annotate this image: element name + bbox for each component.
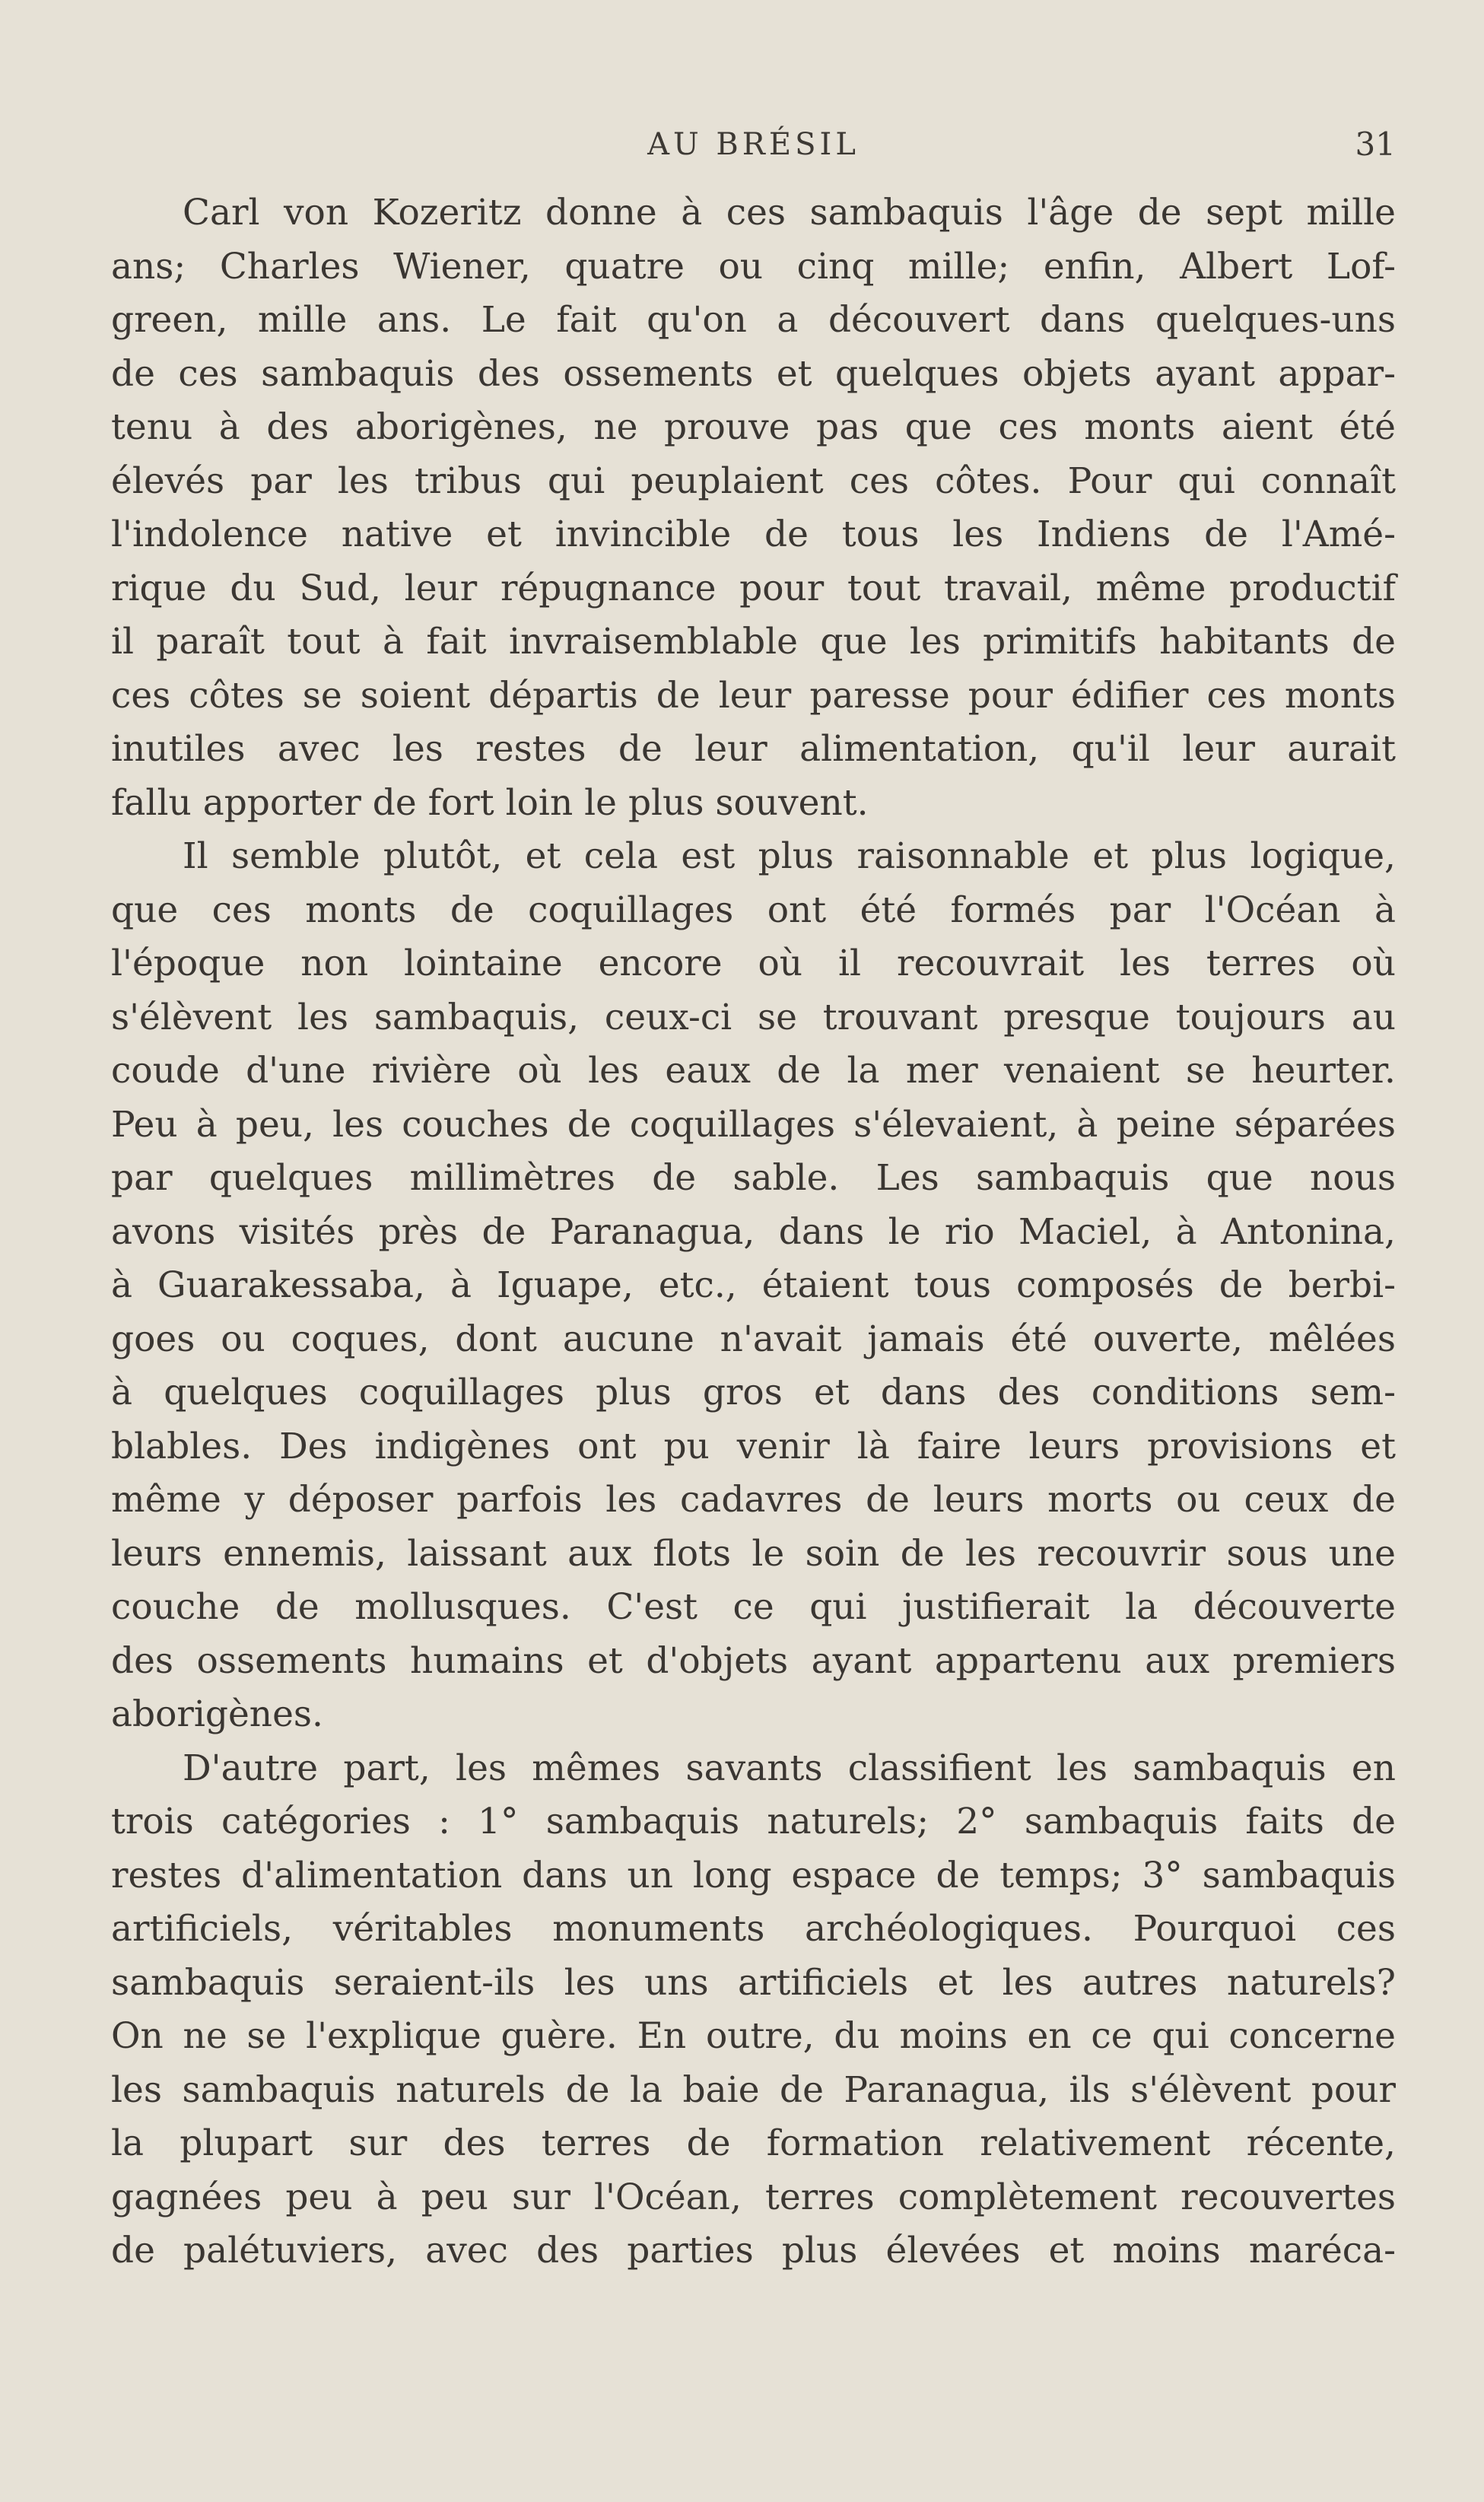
text-line: goes ou coques, dont aucune n'avait jamais été ouverte, mêlées	[111, 1318, 1396, 1360]
text-line: Peu à peu, les couches de coquillages s'élevaient, à peine séparées	[111, 1103, 1396, 1146]
text-line: s'élèvent les sambaquis, ceux-ci se trouvant presque toujours au	[111, 996, 1396, 1038]
text-line: D'autre part, les mêmes savants classifient les sambaquis en	[183, 1747, 1396, 1789]
text-line: On ne se l'explique guère. En outre, du moins en ce qui concerne	[111, 2015, 1396, 2057]
text-line: que ces monts de coquillages ont été formés par l'Océan à	[111, 889, 1396, 931]
text-line: trois catégories : 1° sambaquis naturels; 2° sambaquis faits de	[111, 1801, 1396, 1842]
text-line: aborigènes.	[111, 1693, 323, 1735]
text-line: avons visités près de Paranagua, dans le rio Maciel, à Antonina,	[111, 1210, 1396, 1253]
text-line: ans; Charles Wiener, quatre ou cinq mille; enfin, Albert Lof-	[111, 245, 1396, 288]
text-line: par quelques millimètres de sable. Les sambaquis que nous	[111, 1157, 1396, 1199]
text-line: green, mille ans. Le fait qu'on a découvert dans quelques-uns	[111, 299, 1396, 341]
text-line: élevés par les tribus qui peuplaient ces côtes. Pour qui connaît	[111, 459, 1396, 502]
text-line: tenu à des aborigènes, ne prouve pas que ces monts aient été	[111, 406, 1396, 448]
text-line: leurs ennemis, laissant aux flots le soin de les recouvrir sous une	[111, 1532, 1396, 1575]
text-line: Il semble plutôt, et cela est plus raisonnable et plus logique,	[183, 835, 1396, 877]
text-line: de palétuviers, avec des parties plus élevées et moins maréca-	[111, 2230, 1396, 2272]
text-line: rique du Sud, leur répugnance pour tout travail, même productif	[111, 567, 1396, 609]
running-head	[111, 122, 1396, 167]
text-line: il paraît tout à fait invraisemblable que les primitifs habitants de	[111, 621, 1396, 663]
text-line: la plupart sur des terres de formation relativement récente,	[111, 2122, 1396, 2164]
text-line: couche de mollusques. C'est ce qui justifierait la découverte	[111, 1586, 1396, 1628]
text-line: blables. Des indigènes ont pu venir là faire leurs provisions et	[111, 1425, 1396, 1467]
running-title: AU BRÉSIL	[647, 127, 860, 162]
text-line: des ossements humains et d'objets ayant appartenu aux premiers	[111, 1639, 1396, 1682]
text-line: coude d'une rivière où les eaux de la mer venaient se heurter.	[111, 1050, 1396, 1092]
text-line: gagnées peu à peu sur l'Océan, terres complètement recouvertes	[111, 2176, 1396, 2218]
text-line: de ces sambaquis des ossements et quelques objets ayant appar-	[111, 352, 1396, 395]
text-line: artificiels, véritables monuments archéologiques. Pourquoi ces	[111, 1908, 1396, 1950]
text-line: même y déposer parfois les cadavres de leurs morts ou ceux de	[111, 1479, 1396, 1521]
text-line: à quelques coquillages plus gros et dans des conditions sem-	[111, 1372, 1396, 1413]
text-line: les sambaquis naturels de la baie de Paranagua, ils s'élèvent pour	[111, 2068, 1396, 2111]
text-line: fallu apporter de fort loin le plus souvent.	[111, 781, 869, 824]
text-line: restes d'alimentation dans un long espace de temps; 3° sambaquis	[111, 1854, 1396, 1896]
text-line: ces côtes se soient départis de leur paresse pour édifier ces monts	[111, 674, 1396, 717]
page-number: 31	[1355, 126, 1396, 163]
body-text	[111, 186, 1396, 2278]
text-line: Carl von Kozeritz donne à ces sambaquis l'âge de sept mille	[183, 192, 1396, 234]
text-line: à Guarakessaba, à Iguape, etc., étaient tous composés de berbi-	[111, 1264, 1396, 1306]
text-line: sambaquis seraient-ils les uns artificiels et les autres naturels?	[111, 1961, 1396, 2004]
text-line: l'époque non lointaine encore où il recouvrait les terres où	[111, 943, 1396, 984]
text-line: inutiles avec les restes de leur alimentation, qu'il leur aurait	[111, 728, 1396, 770]
text-line: l'indolence native et invincible de tous les Indiens de l'Amé-	[111, 513, 1396, 555]
